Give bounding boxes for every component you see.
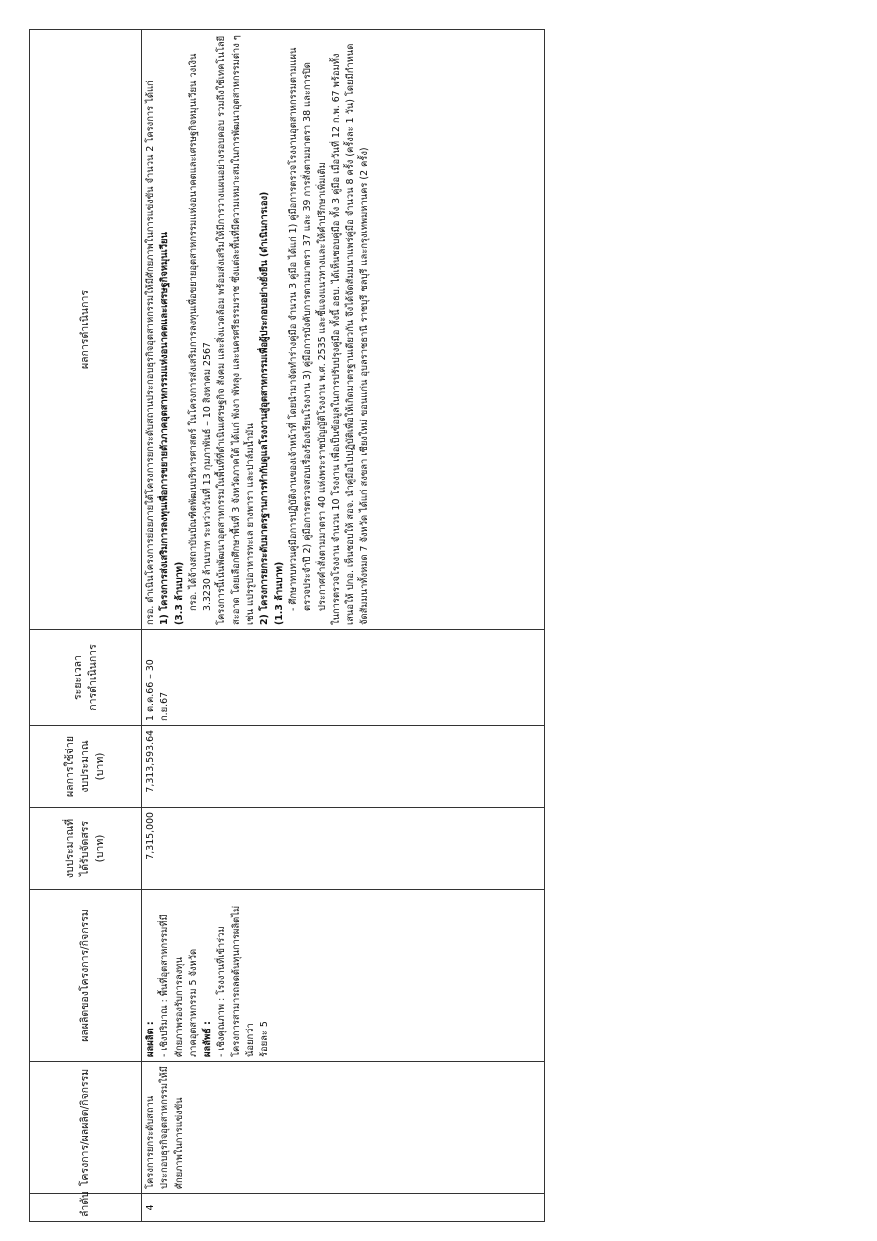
- header-project: โครงการ/ผลผลิต/กิจกรรม: [30, 1062, 142, 1194]
- outcome-line: ร้อยละ 5: [259, 1021, 271, 1057]
- result-project-1-budget: (3.3 ล้านบาท): [173, 561, 185, 625]
- cell-period: 1 ต.ค.66 – 30 ก.ย.67: [142, 630, 545, 726]
- result-project-1-title: 1) โครงการส่งเสริมการลงทุนเพื่อการขยายตัวภาคอุตสาหกรรมแห่งอนาคตและเศรษฐกิจหมุนเวียน: [159, 232, 171, 625]
- rotated-table-container: [29, 30, 545, 1222]
- cell-result: [142, 30, 545, 630]
- header-budget: [30, 808, 142, 890]
- outcome-line: - เชิงคุณภาพ : โรงงานที่เข้าร่วมโครงการสามารถลดต้นทุนการผลิตไม่น้อยกว่า: [216, 905, 257, 1057]
- header-spent: [30, 726, 142, 808]
- header-period: [30, 630, 142, 726]
- cell-budget: 7,315,000: [142, 808, 545, 890]
- cell-outputs: [142, 890, 545, 1062]
- header-period-line: การดำเนินการ: [86, 644, 99, 711]
- table-row: [142, 30, 545, 1222]
- result-project-2-text: ในการตรวจโรงงาน จำนวน 10 โรงงาน เพื่อเป็นข้อมูลในการปรับปรุงคู่มือ ทั้งนี้ อธบ. ได้เห็นชอบคู่มือ ทั้ง 3 คู่มือ เมื่อวันที่ 12 ก.พ. 67 พร้อมทั้งเสนอให้ ปกอ. เห็นชอบให้ สอจ. นำคู่มือไปปฏิบัติเพื่อให้เกิดมาตรฐานเดียวกัน จึงได้จัดสัมมนาแพร่คู่มือ จำนวน 8 ครั้ง (ครั้งละ 1 วัน) โดยมีกำหนดจัดสัมมนาทั้งหมด 7 จังหวัด ได้แก่ สงขลา เชียงใหม่ ขอนแก่น อุบลราชธานี ราชบุรี ชลบุรี และกรุงเทพมหานคร (2 ครั้ง): [330, 43, 371, 625]
- table-header-row: [30, 30, 142, 1222]
- cell-project: โครงการยกระดับสถานประกอบธุรกิจอุตสาหกรรมให้มีศักยภาพในการแข่งขัน: [142, 1062, 545, 1194]
- result-project-1-text: กรอ. ได้จ้างสถาบันบัณฑิตพัฒนบริหารศาสตร์ ในโครงการส่งเสริมการลงทุนเพื่อขยายอุตสาหกรรมแห่งอนาคตและเศรษฐกิจหมุนเวียน วงเงิน 3.3230 ล้านบาท ระหว่างวันที่ 13 กุมภาพันธ์ – 10 สิงหาคม 2567: [187, 53, 214, 611]
- header-spent-line: (บาท): [94, 752, 106, 781]
- header-outputs: ผลผลิตของโครงการ/กิจกรรม: [30, 890, 142, 1062]
- result-project-1-text: โครงการนี้เน้นพัฒนาอุตสาหกรรมในพื้นที่ที่ดำเนินเศรษฐกิจ สังคม และสิ่งแวดล้อม พร้อมส่งเสริมให้มีการวางแผนอย่างรอบคอบ รวมถึงใช้เทคโนโลยีสะอาด โดยเลือกศึกษาพื้นที่ 3 จังหวัดภาคใต้ ได้แก่ พังงา พัทลุง และนครศรีธรรมราช ซึ่งแต่ละพื้นที่มีความเหมาะสมในการพัฒนาอุตสาหกรรมต่าง ๆ เช่น แปรรูปอาหารทะเล ยางพารา และปาล์มน้ำมัน: [216, 35, 257, 625]
- header-result: ผลการดำเนินการ: [30, 30, 142, 630]
- header-period-line: ระยะเวลา: [71, 655, 84, 700]
- header-no: ลำดับ: [30, 1194, 142, 1222]
- output-heading: ผลผลิต :: [145, 1021, 156, 1057]
- cell-no: 4: [142, 1194, 545, 1222]
- project-report-table: [29, 29, 545, 1222]
- header-budget-line: ได้รับจัดสรร: [79, 820, 91, 877]
- result-intro: กรอ. ดำเนินโครงการย่อยภายใต้โครงการยกระดับสถานประกอบธุรกิจอุตสาหกรรมให้มีศักยภาพในการแข่งขัน จำนวน 2 โครงการ ได้แก่: [145, 80, 156, 625]
- header-spent-line: ผลการใช้จ่าย: [64, 736, 76, 797]
- outcome-heading: ผลลัพธ์ :: [202, 1021, 214, 1057]
- output-line: ภาคอุตสาหกรรม 5 จังหวัด: [187, 948, 199, 1057]
- result-project-2-text: - ศึกษาทบทวนคู่มือการปฏิบัติงานของเจ้าหน้าที่ โดยนำมาจัดทำร่างคู่มือ จำนวน 3 คู่มือ ได้แก่ 1) คู่มือการตรวจโรงงานอุตสาหกรรมตามแผนตรวจประจำปี 2) คู่มือการตรวจสอบเรื่องร้องเรียนโรงงาน 3) คู่มือการบังคับการตามมาตรา 37 และ 39 การสั่งตามมาตรา 38 และการปิดประกาศคำสั่งตามมาตรา 40 แห่งพระราชบัญญัติโรงงาน พ.ศ. 2535 และชี้แจงแนวทางและให้คำปรึกษาเพิ่มเติม: [287, 47, 328, 611]
- output-line: - เชิงปริมาณ : พื้นที่อุตสาหกรรมที่มีศักยภาพรองรับการลงทุน: [159, 914, 185, 1057]
- header-budget-line: งบประมาณที่: [64, 818, 76, 879]
- header-spent-line: งบประมาณ: [79, 740, 91, 793]
- result-project-2-budget: (1.3 ล้านบาท): [273, 561, 285, 625]
- header-budget-line: (บาท): [94, 834, 106, 863]
- cell-spent: 7,313,593.64: [142, 726, 545, 808]
- result-project-2-title: 2) โครงการยกระดับมาตรฐานการทำกับดูแลโรงงานสู่อุตสาหกรรมเพื่อผู้ประกอบอย่างยั่งยืน (ดำเนินการเอง): [259, 191, 271, 625]
